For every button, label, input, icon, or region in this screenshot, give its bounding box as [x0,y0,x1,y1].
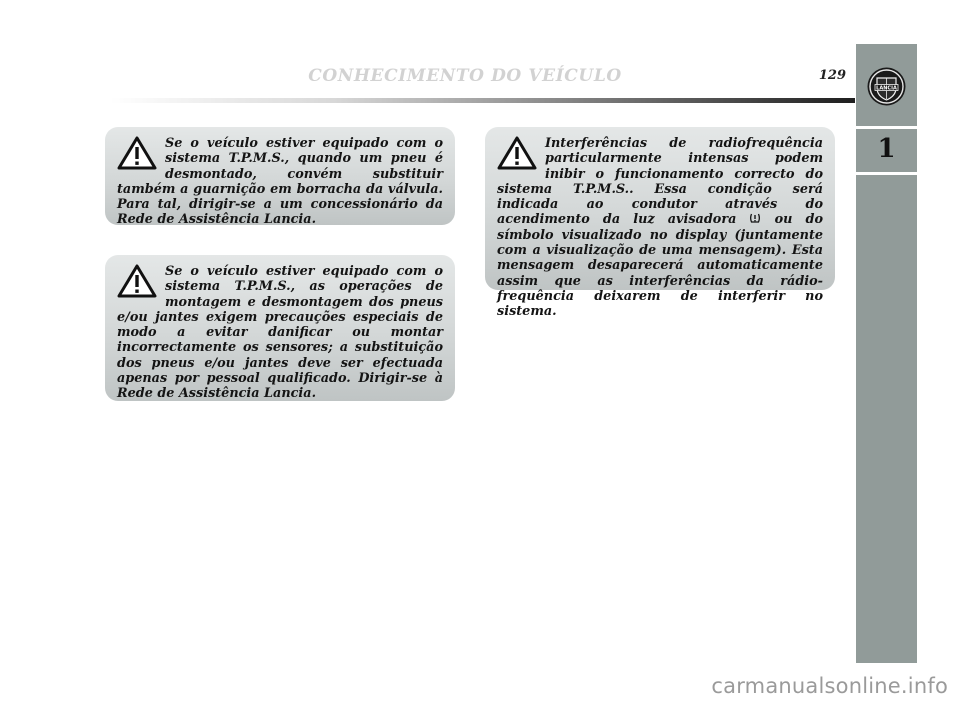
page-number: 129 [818,68,846,83]
warning-text: Se o veículo estiver equipado com o sistema T.P.M.S., quando um pneu é desmontado, convém substituir também a guarnição em borracha da válvula. Para tal, dirigir-se a um concessionário da Rede de Assistência Lancia. [117,136,443,228]
warning-box [105,127,455,228]
warning-triangle-icon [117,264,157,298]
tyre-pressure-warning-icon [749,212,761,224]
warning-text [497,136,823,320]
lancia-logo-icon [866,66,907,107]
header-title: CONHECIMENTO DO VEÍCULO [308,66,622,86]
warning-box [105,255,455,401]
warning-box [485,127,835,320]
sidebar-divider [856,172,917,175]
chapter-number: 1 [877,134,896,164]
warning-text-part: Interferências de radiofrequência particularmente intensas podem inibir o funcionamento correcto do sistema T.P.M.S.. Essa condição será indicada ao condutor através do acendimento da luz avisadora [497,136,823,228]
chapter-sidebar [856,44,917,663]
warning-triangle-icon [497,136,537,170]
warning-text-part: ou do símbolo visualizado no display (juntamente com a visualização de uma mensagem). Esta mensagem desaparecerá automaticamente assim que as interferências da rádio-frequência deixarem de interferir no sistema. [497,212,823,320]
warning-triangle-icon [117,136,157,170]
svg-text:LANCIA: LANCIA [876,85,897,92]
watermark: carmanualsonline.info [711,674,948,698]
logo-box [856,44,917,126]
warning-text: Se o veículo estiver equipado com o sistema T.P.M.S., as operações de montagem e desmontagem dos pneus e/ou jantes exigem precauções especiais de modo a evitar danificar ou montar incorrectamente os sensores; a substituição dos pneus e/ou jantes deve ser efectuada apenas por pessoal qualificado. Dirigir-se à Rede de Assistência Lancia. [117,264,443,402]
sidebar-divider [856,126,917,129]
header-rule [110,98,855,103]
